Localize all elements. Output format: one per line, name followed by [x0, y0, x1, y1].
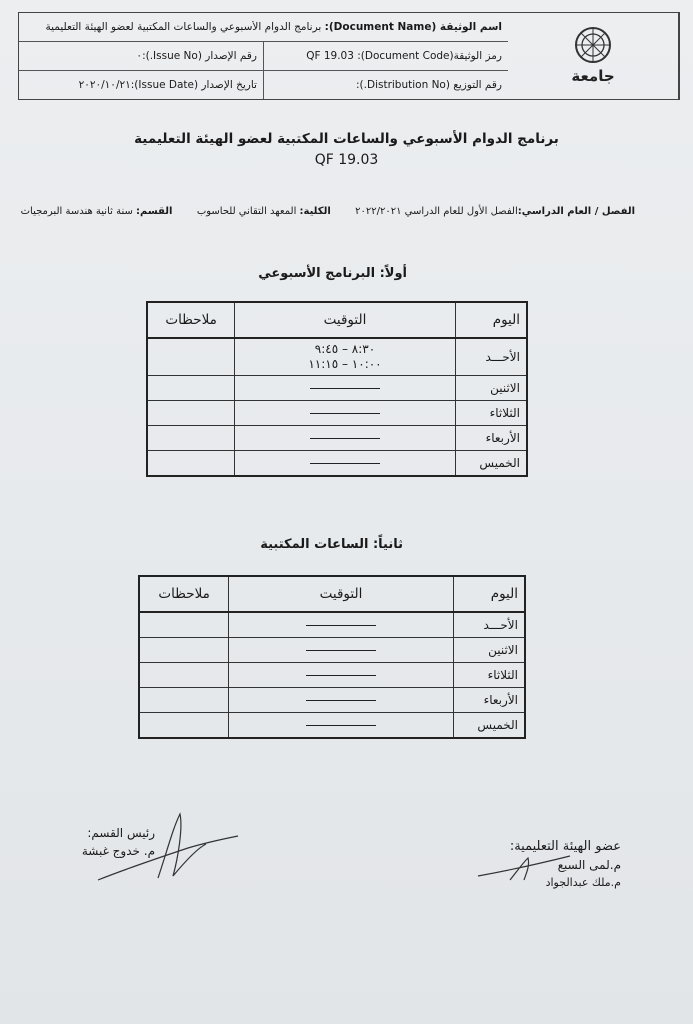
office-col-day: اليوم — [453, 576, 525, 612]
semester-label: الفصل / العام الدراسي: — [517, 206, 635, 217]
notes-cell — [147, 338, 235, 376]
header-row-code — [19, 42, 508, 71]
weekly-heading: أولاً: البرنامج الأسبوعي — [258, 266, 407, 281]
doc-code-value: QF 19.03 — [306, 50, 354, 62]
notes-cell — [139, 612, 229, 638]
issue-no-value: ٠ — [136, 50, 143, 62]
table-row — [147, 451, 527, 477]
table-row — [139, 663, 525, 688]
day-cell: الثلاثاء — [455, 401, 527, 426]
issue-date-value: ٢٠٢٠/١٠/٢١ — [78, 79, 131, 91]
university-logo — [508, 13, 679, 99]
table-row — [139, 612, 525, 638]
time-cell — [235, 426, 455, 451]
notes-cell — [147, 451, 235, 477]
notes-cell — [147, 376, 235, 401]
member-signature-scribble — [470, 842, 580, 886]
dept-value: سنة ثانية هندسة البرمجيات — [20, 206, 133, 217]
doc-name-value: برنامج الدوام الأسبوعي والساعات المكتبية لعضو الهيئة التعليمية — [45, 21, 322, 33]
day-cell: الأحـــد — [455, 338, 527, 376]
office-table — [138, 575, 526, 739]
head-label: رئيس القسم: — [87, 826, 155, 840]
office-col-notes: ملاحظات — [139, 576, 229, 612]
table-row — [147, 426, 527, 451]
time-cell — [235, 451, 455, 477]
notes-cell — [147, 426, 235, 451]
table-row — [139, 638, 525, 663]
day-cell: الثلاثاء — [453, 663, 525, 688]
office-col-time: التوقيت — [229, 576, 453, 612]
time-cell — [229, 612, 453, 638]
time-cell — [229, 688, 453, 713]
notes-cell — [147, 401, 235, 426]
office-header-row — [139, 576, 525, 612]
day-cell: الأربعاء — [453, 688, 525, 713]
day-cell: الأربعاء — [455, 426, 527, 451]
weekly-col-day: اليوم — [455, 302, 527, 338]
distribution-label: رقم التوزيع (Distribution No.): — [356, 79, 502, 91]
time-cell — [235, 376, 455, 401]
table-row — [139, 713, 525, 739]
weekly-header-row — [147, 302, 527, 338]
office-heading: ثانياً: الساعات المكتبية — [260, 537, 403, 552]
time-cell — [229, 663, 453, 688]
header-row-distribution — [19, 71, 508, 99]
table-row — [147, 338, 527, 376]
time-cell — [229, 713, 453, 739]
college-label: الكلية: — [299, 206, 331, 217]
weekly-col-time: التوقيت — [235, 302, 455, 338]
doc-name-label: اسم الوثيقة (Document Name): — [324, 21, 502, 33]
day-cell: الأحـــد — [453, 612, 525, 638]
day-cell: الاثنين — [455, 376, 527, 401]
time-cell — [235, 401, 455, 426]
logo-text: جامعة — [571, 67, 615, 85]
dept-label: القسم: — [136, 206, 173, 217]
header-fields — [19, 13, 508, 99]
notes-cell — [139, 688, 229, 713]
notes-cell — [139, 638, 229, 663]
member-name-2: م.ملك عبدالجواد — [545, 876, 621, 889]
member-name-1: م.لمى السبع — [557, 858, 621, 872]
head-name: م. خدوج غبشة — [81, 844, 155, 858]
meta-line — [21, 206, 635, 217]
time-cell — [229, 638, 453, 663]
table-row — [147, 401, 527, 426]
day-cell: الخميس — [455, 451, 527, 477]
weekly-col-notes: ملاحظات — [147, 302, 235, 338]
semester-value: الفصل الأول للعام الدراسي ٢٠٢٢/٢٠٢١ — [355, 206, 518, 217]
notes-cell — [139, 713, 229, 739]
time-slot: ٨:٣٠ – ٩:٤٥ — [314, 342, 376, 356]
time-cell — [235, 338, 455, 376]
table-row — [139, 688, 525, 713]
table-row — [147, 376, 527, 401]
document-header — [18, 12, 680, 100]
day-cell: الخميس — [453, 713, 525, 739]
head-signature-scribble — [88, 808, 248, 888]
issue-no-label: رقم الإصدار (Issue No.): — [142, 50, 257, 62]
document-code-title: QF 19.03 — [314, 152, 379, 168]
document-title: برنامج الدوام الأسبوعي والساعات المكتبية لعضو الهيئة التعليمية — [134, 131, 559, 147]
header-row-name — [19, 13, 508, 42]
doc-code-label: رمز الوثيقة(Document Code): — [357, 50, 502, 62]
issue-date-label: تاريخ الإصدار (Issue Date): — [130, 79, 257, 91]
notes-cell — [139, 663, 229, 688]
college-value: المعهد التقاني للحاسوب — [196, 206, 297, 217]
logo-emblem-icon — [558, 23, 628, 89]
member-label: عضو الهيئة التعليمية: — [509, 839, 621, 854]
day-cell: الاثنين — [453, 638, 525, 663]
weekly-table — [146, 301, 528, 477]
time-slot: ١٠:٠٠ – ١١:١٥ — [308, 357, 382, 371]
